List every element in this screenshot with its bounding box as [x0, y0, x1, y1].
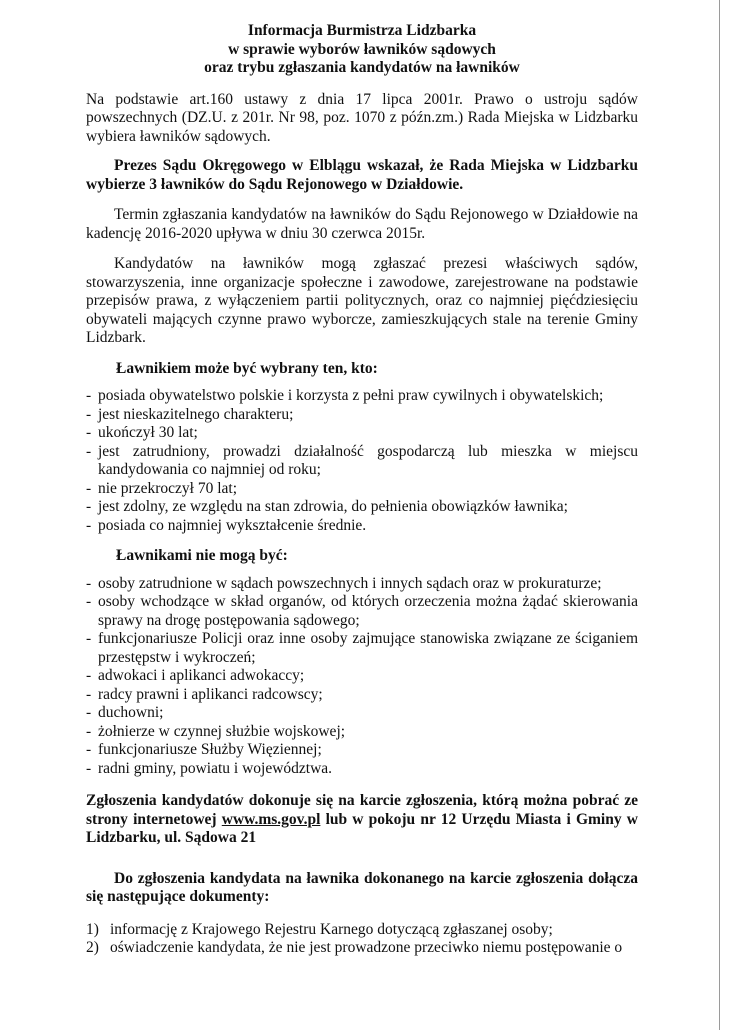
- list-item: - jest zdolny, ze względu na stan zdrowia, do pełnienia obowiązków ławnika;: [86, 498, 568, 515]
- list-item: - nie przekroczył 70 lat;: [86, 479, 238, 497]
- title-line-2: w sprawie wyborów ławników sądowych: [228, 40, 496, 58]
- list-item: - posiada obywatelstwo polskie i korzysta z pełni praw cywilnych i obywatelskich;: [86, 387, 604, 404]
- eligible-heading: Ławnikiem może być wybrany ten, kto:: [116, 359, 378, 377]
- who-nominates-paragraph: Kandydatów na ławników mogą zgłaszać prezesi właściwych sądów, stowarzyszenia, inne organizacje społeczne i zawodowe, zarejestrowane na podstawie przepisów prawa, z wyłączeniem partii politycznych, oraz co najmniej pięćdziesięciu obywateli mających czynne prawo wyborcze, zamieszkujących stale na terenie Gminy Lidzbark.: [86, 255, 638, 346]
- list-item: 1) informację z Krajowego Rejestru Karnego dotyczącą zgłaszanej osoby;: [86, 920, 553, 938]
- court-notice-paragraph: Prezes Sądu Okręgowego w Elblągu wskazał, że Rada Miejska w Lidzbarku wybierze 3 ławników do Sądu Rejonowego w Działdowie.: [86, 157, 638, 193]
- title-line-3: oraz trybu zgłaszania kandydatów na ławników: [204, 59, 520, 76]
- list-item: - ukończył 30 lat;: [86, 424, 198, 441]
- list-item: - jest nieskazitelnego charakteru;: [86, 405, 294, 423]
- list-item: - radcy prawni i aplikanci radcowscy;: [86, 685, 323, 703]
- deadline-paragraph: Termin zgłaszania kandydatów na ławników do Sądu Rejonowego w Działdowie na kadencję 2016-2020 upływa w dniu 30 czerwca 2015r.: [86, 206, 638, 242]
- list-item: - posiada co najmniej wykształcenie średnie.: [86, 516, 367, 534]
- list-item: 2) oświadczenie kandydata, że nie jest prowadzone przeciwko niemu postępowanie o: [86, 939, 623, 956]
- ineligible-heading: Ławnikami nie mogą być:: [116, 547, 288, 564]
- list-item: - funkcjonariusze Służby Więziennej;: [86, 741, 322, 758]
- intro-paragraph: Na podstawie art.160 ustawy z dnia 17 lipca 2001r. Prawo o ustroju sądów powszechnych (DZ.U. z 201r. Nr 98, poz. 1070 z późn.zm.) Rada Miejska w Lidzbarku wybiera ławników sądowych.: [86, 90, 638, 145]
- list-item: - jest zatrudniony, prowadzi działalność gospodarczą lub mieszka w miejscu kandydowania co najmniej od roku;: [86, 442, 638, 478]
- ms-gov-link[interactable]: www.ms.gov.pl: [221, 810, 321, 828]
- list-item: - adwokaci i aplikanci adwokaccy;: [86, 667, 305, 684]
- list-item: - osoby zatrudnione w sądach powszechnych i innych sądach oraz w prokuraturze;: [86, 574, 602, 592]
- list-item: - duchowni;: [86, 704, 164, 721]
- scan-edge-line: [719, 0, 720, 1030]
- list-item: - osoby wchodzące w skład organów, od których orzeczenia można żądać skierowania sprawy na drogę postępowania sądowego;: [86, 593, 638, 629]
- list-item: - żołnierze w czynnej służbie wojskowej;: [86, 722, 346, 740]
- list-item: - funkcjonariusze Policji oraz inne osoby zajmujące stanowiska związane ze ściganiem przestępstw i wykroczeń;: [86, 630, 638, 666]
- title-line-1: Informacja Burmistrza Lidzbarka: [247, 22, 477, 39]
- documents-heading: Do zgłoszenia kandydata na ławnika dokonanego na karcie zgłoszenia dołącza się następujące dokumenty:: [86, 869, 638, 905]
- documents-list: [86, 921, 638, 958]
- ineligible-list: [86, 575, 638, 779]
- submission-paragraph: Zgłoszenia kandydatów dokonuje się na karcie zgłoszenia, którą można pobrać ze strony internetowej www.ms.gov.pl lub w pokoju nr 12 Urzędu Miasta i Gminy w Lidzbarku, ul. Sądowa 21: [86, 792, 638, 846]
- document-page: [86, 22, 638, 958]
- eligible-list: [86, 387, 638, 535]
- document-title: [86, 22, 638, 78]
- list-item: - radni gminy, powiatu i województwa.: [86, 759, 333, 777]
